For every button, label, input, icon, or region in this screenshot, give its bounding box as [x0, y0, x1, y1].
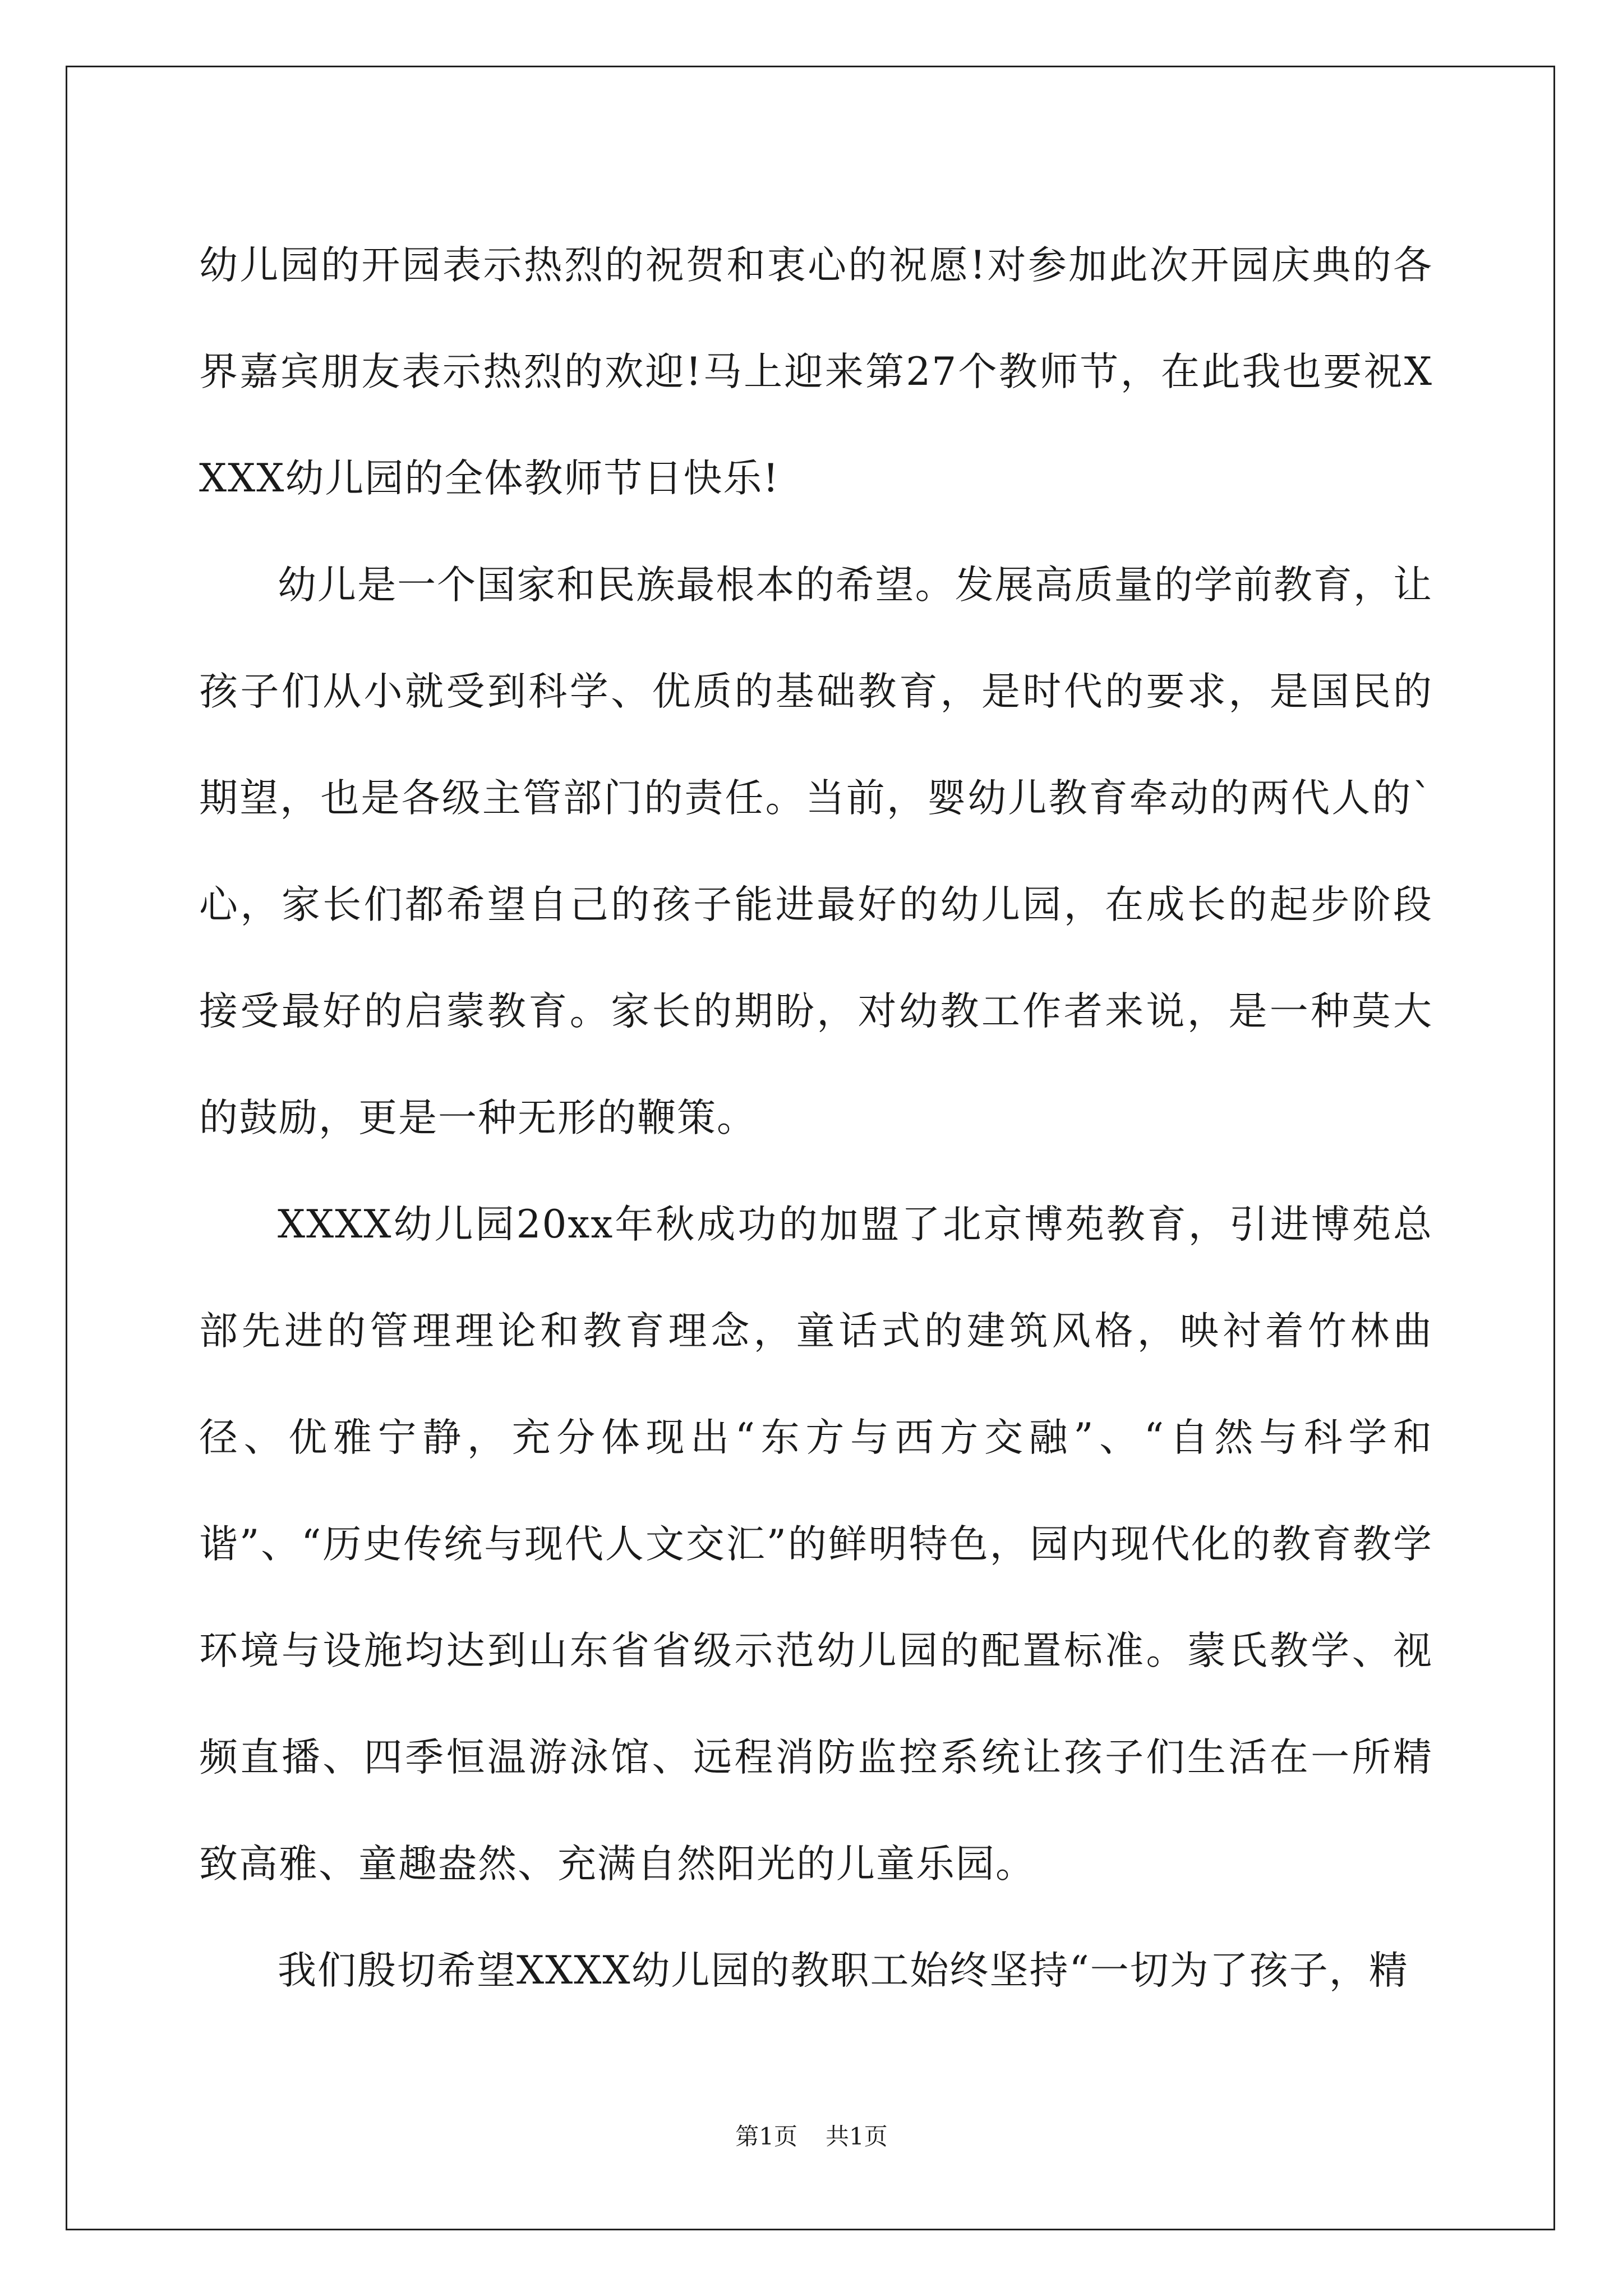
document-body [199, 212, 1433, 2024]
page-number-total: 共1页 [826, 2123, 888, 2150]
page-footer [0, 2118, 1623, 2152]
paragraph-3: XXXX幼儿园20xx年秋成功的加盟了北京博苑教育，引进博苑总部先进的管理理论和教育理念，童话式的建筑风格，映衬着竹林曲径、优雅宁静，充分体现出“东方与西方交融”、“自然与科学和谐”、“历史传统与现代人文交汇”的鲜明特色，园内现代化的教育教学环境与设施均达到山东省省级示范幼儿园的配置标准。蒙氏教学、视频直播、四季恒温游泳馆、远程消防监控系统让孩子们生活在一所精致高雅、童趣盎然、充满自然阳光的儿童乐园。 [199, 1202, 1433, 1887]
paragraph-2: 幼儿是一个国家和民族最根本的希望。发展高质量的学前教育，让孩子们从小就受到科学、优质的基础教育，是时代的要求，是国民的期望，也是各级主管部门的责任。当前，婴幼儿教育牵动的两代人的`心，家长们都希望自己的孩子能进最好的幼儿园，在成长的起步阶段接受最好的启蒙教育。家长的期盼，对幼教工作者来说，是一种莫大的鼓励，更是一种无形的鞭策。 [199, 563, 1433, 1140]
page-number-current: 第1页 [735, 2123, 797, 2150]
paragraph-4: 我们殷切希望XXXX幼儿园的教职工始终坚持“一切为了孩子，精 [278, 1948, 1409, 1993]
paragraph-1: 幼儿园的开园表示热烈的祝贺和衷心的祝愿!对参加此次开园庆典的各界嘉宾朋友表示热烈的欢迎!马上迎来第27个教师节，在此我也要祝XXXX幼儿园的全体教师节日快乐! [199, 243, 1433, 501]
